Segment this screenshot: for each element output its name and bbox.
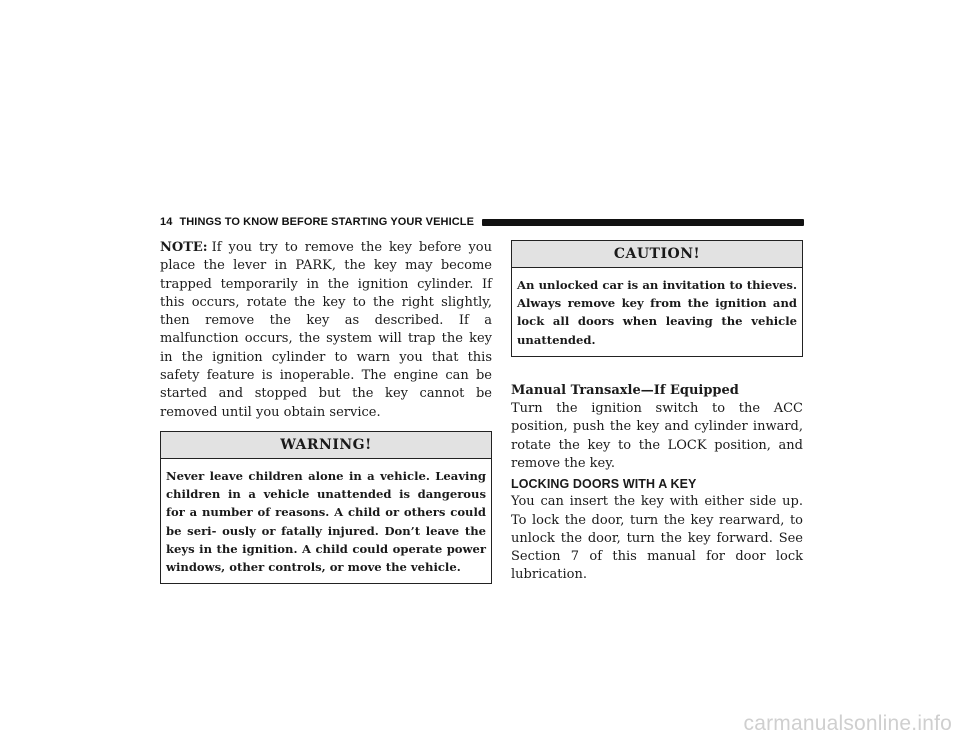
note-text: If you try to remove the key before you place the lever in PARK, the key may become trapped temporarily in the ignition cylinder. If this occurs, rotate the key to the right slightly, then remove the key as described. If a malfunction occurs, the system will trap the key in the ignition cylinder to warn you that this safety feature is inoperable. The engine can be started and stopped but the key cannot be removed until you obtain service. xyxy=(160,240,492,420)
page-number: 14 xyxy=(160,216,173,228)
manual-transaxle-text: Turn the ignition switch to the ACC position, push the key and cylinder inward, rotate the key to the LOCK position, and remove the key. xyxy=(511,401,803,471)
locking-doors-heading: LOCKING DOORS WITH A KEY xyxy=(511,477,697,492)
caution-box xyxy=(511,240,803,357)
note-paragraph xyxy=(160,239,492,422)
caution-text: An unlocked car is an invitation to thieves. Always remove key from the ignition and lock all doors when leaving the vehicle unattended. xyxy=(517,278,797,347)
manual-transaxle-heading: Manual Transaxle—If Equipped xyxy=(511,382,739,398)
note-label: NOTE: xyxy=(160,240,208,255)
caution-title: CAUTION! xyxy=(512,241,802,268)
right-column xyxy=(511,239,803,585)
warning-text: Never leave children alone in a vehicle. Leaving children in a vehicle unattended is dangerous for a number of reasons. A child or others could be seri- ously or fatally injured. Don’t leave the keys in the ignition. A child could operate power windows, other controls, or move the vehicle. xyxy=(166,468,486,574)
warning-title: WARNING! xyxy=(161,432,491,459)
chapter-title: THINGS TO KNOW BEFORE STARTING YOUR VEHICLE xyxy=(179,216,475,228)
header-text xyxy=(160,216,474,228)
header-rule xyxy=(482,219,804,226)
page-header xyxy=(160,216,804,228)
locking-doors-text: You can insert the key with either side up. To lock the door, turn the key rearward, to unlock the door, turn the key forward. See Section 7 of this manual for door lock lubrication. xyxy=(511,494,803,583)
watermark: carmanualsonline.info xyxy=(743,712,952,735)
warning-box xyxy=(160,431,492,584)
left-column xyxy=(160,239,492,584)
